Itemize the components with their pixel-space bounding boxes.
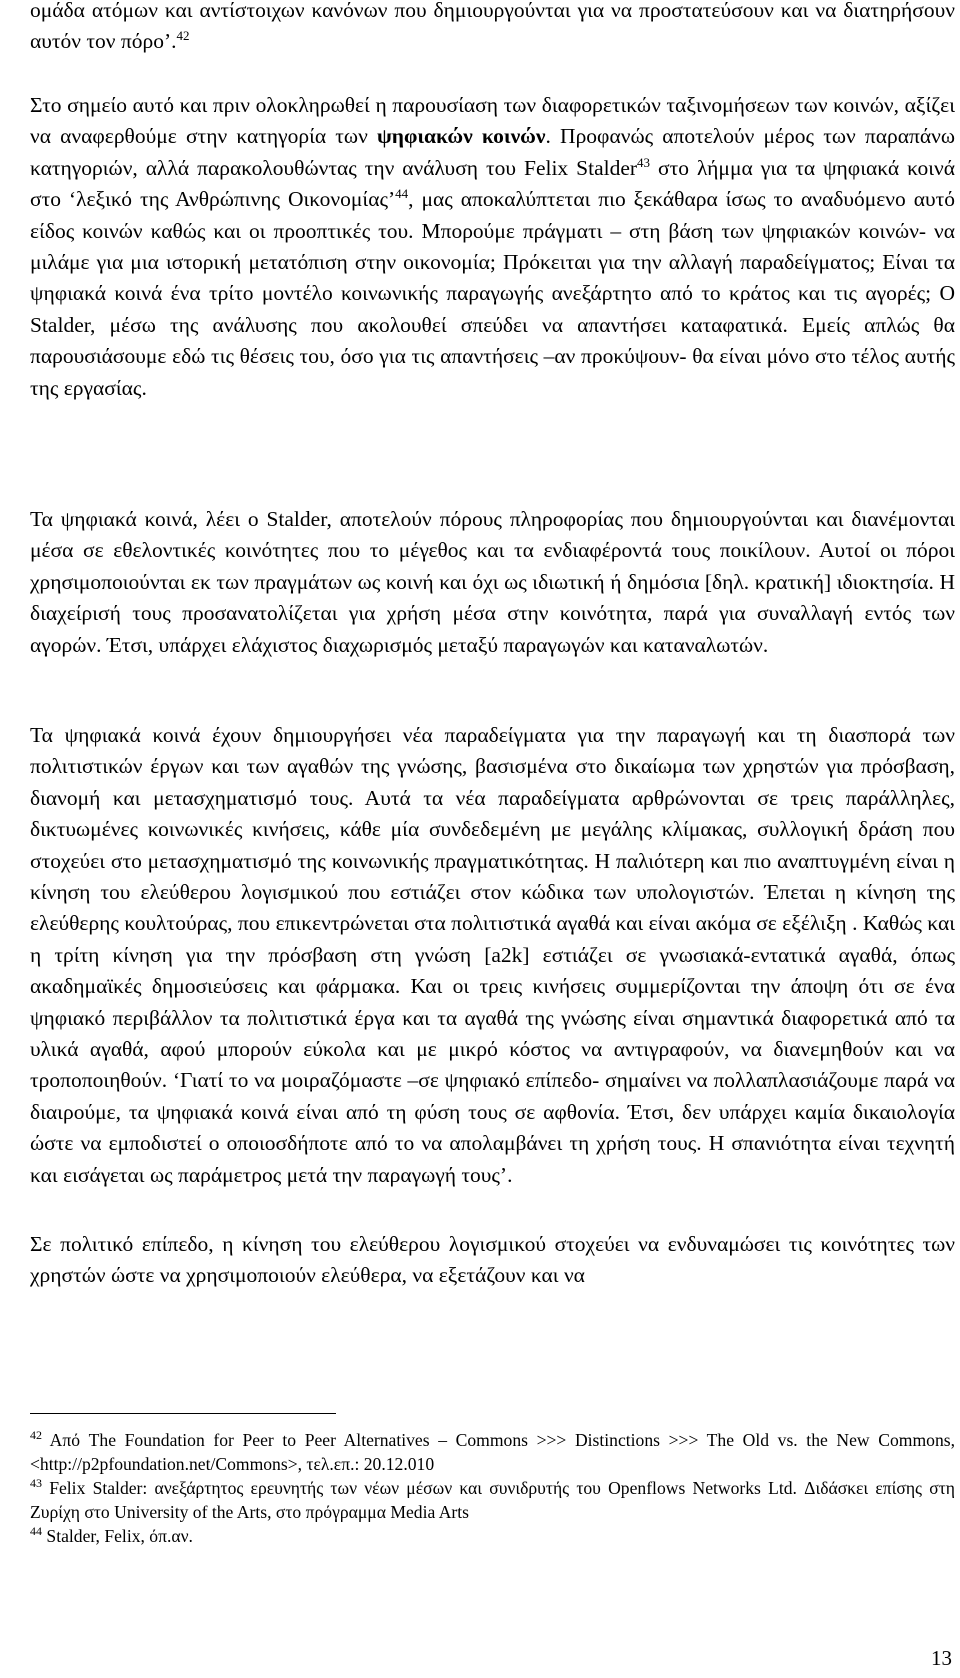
paragraph-1 xyxy=(30,0,955,58)
footnote-number: 42 xyxy=(30,1428,42,1443)
footnote-separator xyxy=(30,1413,336,1414)
paragraph-2-part-b: . Προφανώς αποτελούν μέρος των παραπάνω κατηγοριών, αλλά παρακολουθώντας την ανάλυση του Felix Stalder xyxy=(30,124,955,180)
paragraph-2 xyxy=(30,90,955,404)
footnote-number: 44 xyxy=(30,1524,42,1539)
footnote-text: Felix Stalder: ανεξάρτητος ερευνητής των νέων μέσων και συνιδρυτής του Openflows Networks Ltd. Διδάσκει επίσης στη Ζυρίχη στο University of the Arts, στο πρόγραμμα Media Arts xyxy=(30,1478,955,1522)
paragraph-1-text: ομάδα ατόμων και αντίστοιχων κανόνων που δημιουργούνται για να προστατεύσουν και να διατηρήσουν αυτόν τον πόρο’. xyxy=(30,0,955,54)
paragraph-2-bold-term: ψηφιακών κοινών xyxy=(376,124,546,149)
footnote-42 xyxy=(30,1428,955,1476)
footnote-ref-42[interactable]: 42 xyxy=(176,28,190,44)
footnote-text: Stalder, Felix, όπ.αν. xyxy=(46,1526,193,1546)
paragraph-3: Τα ψηφιακά κοινά, λέει ο Stalder, αποτελούν πόρους πληροφορίας που δημιουργούνται και διανέμονται μέσα σε εθελοντικές κοινότητες που το μέγεθος και τα ενδιαφέροντά τους ποικίλουν. Αυτοί οι πόροι χρησιμοποιούνται εκ των πραγμάτων ως κοινή και όχι ως ιδιωτική ή δημόσια [δηλ. κρατική] ιδιοκτησία. Η διαχείρισή τους προσανατολίζεται για χρήση μέσα στην κοινότητα, παρά για συναλλαγή εντός των αγορών. Έτσι, υπάρχει ελάχιστος διαχωρισμός μεταξύ παραγωγών και καταναλωτών. xyxy=(30,507,955,657)
paragraph-4: Τα ψηφιακά κοινά έχουν δημιουργήσει νέα παραδείγματα για την παραγωγή και τη διασπορά των πολιτιστικών έργων και των αγαθών της γνώσης, βασισμένα στο δικαίωμα των χρηστών για πρόσβαση, διανομή και μετασχηματισμό τους. Αυτά τα νέα παραδείγματα αρθρώνονται σε τρεις παράλληλες, δικτυωμένες κοινωνικές κινήσεις, κάθε μία συνδεδεμένη με μεγάλης κλίμακας, συλλογική δράση που στοχεύει στο μετασχηματισμό της κοινωνικής πραγματικότητας. Η παλιότερη και πιο αναπτυγμένη είναι η κίνηση του ελεύθερου λογισμικού που εστιάζει στον κώδικα των υπολογιστών. Έπεται η κίνηση της ελεύθερης κουλτούρας, που επικεντρώνεται στα πολιτιστικά αγαθά και είναι ακόμα σε εξέλιξη . Καθώς και η τρίτη κίνηση για την πρόσβαση στη γνώση [a2k] εστιάζει σε γνωσιακά-εντατικά αγαθά, όπως ακαδημαϊκές δημοσιεύσεις και φάρμακα. Και οι τρεις κινήσεις συμμερίζονται την άποψη ότι σε ένα ψηφιακό περιβάλλον τα πολιτιστικά έργα και τα αγαθά της γνώσης είναι σημαντικά διαφορετικά από τα υλικά αγαθά, αφού μπορούν εύκολα και με μικρό κόστος να αντιγραφούν, να διανεμηθούν και να τροποποιηθούν. ‘Γιατί το να μοιραζόμαστε –σε ψηφιακό επίπεδο- σημαίνει να πολλαπλασιάζουμε παρά να διαιρούμε, τα ψηφιακά κοινά είναι από τη φύση τους σε αφθονία. Έτσι, δεν υπάρχει καμία δικαιολογία ώστε να εμποδιστεί ο οποιοσδήποτε από το να απολαμβάνει τη χρήση τους. Η σπανιότητα είναι τεχνητή και εισάγεται ως παράμετρος μετά την παραγωγή τους’. xyxy=(30,723,955,1187)
paragraph-2-part-a: Στο σημείο αυτό και πριν ολοκληρωθεί η παρουσίαση των διαφορετικών ταξινομήσεων των κοινών, αξίζει να αναφερθούμε στην κατηγορία των xyxy=(30,93,955,149)
footnote-number: 43 xyxy=(30,1476,42,1491)
page-number: 13 xyxy=(931,1646,952,1670)
footnote-ref-44[interactable]: 44 xyxy=(395,186,409,202)
footnote-text: Από The Foundation for Peer to Peer Alternatives – Commons >>> Distinctions >>> The Old vs. the New Commons, <http://p2pfoundation.net/Commons>, τελ.επ.: 20.12.010 xyxy=(30,1430,955,1474)
footnotes xyxy=(30,1428,955,1548)
paragraph-2-part-c: στο λήμμα για τα ψηφιακά κοινά στο ‘λεξικό της Ανθρώπινης Οικονομίας’ xyxy=(30,155,955,212)
paragraph-2-part-d: , μας αποκαλύπτεται πιο ξεκάθαρα ίσως το αναδυόμενο αυτό είδος κοινών καθώς και οι προοπτικές του. Μπορούμε πράγματι – στη βάση των ψηφιακών κοινών- να μιλάμε για μια ιστορική μετατόπιση στην οικονομία; Πρόκειται για την αλλαγή παραδείγματος; Είναι τα ψηφιακά κοινά ένα τρίτο μοντέλο κοινωνικής παραγωγής ανεξάρτητο από το κράτος και τις αγορές; Ο Stalder, μέσω της ανάλυσης που ακολουθεί σπεύδει να απαντήσει καταφατικά. Εμείς απλώς θα παρουσιάσουμε εδώ τις θέσεις του, όσο για τις απαντήσεις –αν προκύψουν- θα είναι μόνο στο τέλος αυτής της εργασίας. xyxy=(30,187,955,400)
footnote-ref-43[interactable]: 43 xyxy=(637,154,651,170)
footnote-44 xyxy=(30,1524,955,1548)
paragraph-5: Σε πολιτικό επίπεδο, η κίνηση του ελεύθερου λογισμικού στοχεύει να ενδυναμώσει τις κοινότητες των χρηστών ώστε να χρησιμοποιούν ελεύθερα, να εξετάζουν και να xyxy=(30,1232,955,1288)
footnote-43 xyxy=(30,1476,955,1524)
